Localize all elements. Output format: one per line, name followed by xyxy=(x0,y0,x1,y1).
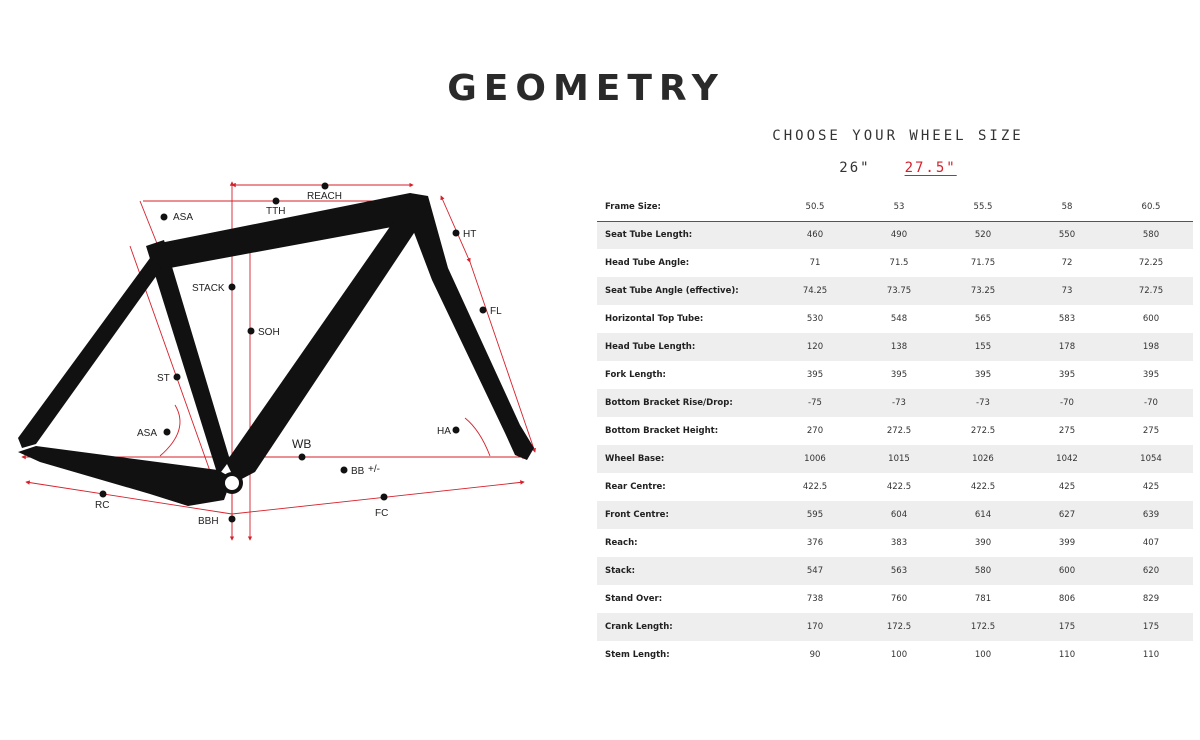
fc-marker xyxy=(381,494,388,501)
table-cell: 395 xyxy=(1058,370,1076,380)
table-row xyxy=(597,445,1193,473)
row-label: Head Tube Angle: xyxy=(605,258,690,268)
page-title: GEOMETRY xyxy=(447,68,725,109)
table-row xyxy=(597,473,1193,501)
table-cell: 175 xyxy=(1142,622,1160,632)
table-row xyxy=(597,361,1193,389)
asa-bottom-marker xyxy=(164,429,171,436)
table-cell: -73 xyxy=(892,398,906,408)
table-cell: 110 xyxy=(1058,650,1076,660)
table-cell: 73 xyxy=(1061,286,1073,296)
table-row xyxy=(597,641,1193,669)
table-cell: 550 xyxy=(1058,230,1076,241)
bottom-bracket-hole xyxy=(225,476,239,490)
reach-label: REACH xyxy=(307,191,343,202)
stack-label: STACK xyxy=(192,283,225,294)
table-cell: 627 xyxy=(1058,510,1076,520)
table-cell: 275 xyxy=(1058,426,1076,436)
row-label: Bottom Bracket Height: xyxy=(605,426,719,436)
table-cell: 178 xyxy=(1058,342,1076,352)
rc-label: RC xyxy=(95,500,110,511)
table-cell: 270 xyxy=(806,426,824,436)
table-row xyxy=(597,585,1193,613)
fc-label: FC xyxy=(375,508,389,519)
table-cell: 425 xyxy=(1142,482,1160,492)
row-label: Stem Length: xyxy=(605,650,670,660)
table-cell: 548 xyxy=(890,314,908,324)
table-cell: 530 xyxy=(806,314,824,324)
soh-label: SOH xyxy=(258,327,280,338)
table-cell: 275 xyxy=(1142,426,1160,436)
asa-top-arc-base xyxy=(140,201,158,246)
row-label: Crank Length: xyxy=(605,622,673,632)
wheel-size-selector xyxy=(600,160,1196,176)
asa-top-marker xyxy=(161,214,168,221)
bb-marker xyxy=(341,467,348,474)
table-row xyxy=(597,613,1193,641)
table-cell: 600 xyxy=(1058,566,1076,576)
stack-marker xyxy=(229,284,236,291)
table-cell: 155 xyxy=(974,342,992,352)
table-cell: 781 xyxy=(974,594,992,604)
ht-marker xyxy=(453,230,460,237)
fl-label: FL xyxy=(490,306,502,317)
table-cell: 172.5 xyxy=(886,622,912,632)
table-cell: 71 xyxy=(809,258,821,268)
table-cell: 390 xyxy=(974,538,992,548)
table-row xyxy=(597,333,1193,361)
table-cell: 71.75 xyxy=(970,258,996,268)
table-cell: 395 xyxy=(1142,370,1160,380)
bbh-label: BBH xyxy=(198,516,219,527)
size-header: 60.5 xyxy=(1109,193,1193,221)
table-cell: 563 xyxy=(890,566,908,576)
size-header: 55.5 xyxy=(941,193,1025,221)
frame-geometry-diagram xyxy=(0,170,560,550)
row-label: Stack: xyxy=(605,566,636,576)
bbh-marker xyxy=(229,516,236,523)
table-cell: 620 xyxy=(1142,566,1160,576)
table-cell: 110 xyxy=(1142,650,1160,660)
table-header-row xyxy=(597,193,1193,221)
table-cell: 460 xyxy=(806,230,824,241)
wheel-size-option-26[interactable]: 26" xyxy=(839,160,871,176)
table-cell: 580 xyxy=(1142,230,1160,241)
table-cell: 760 xyxy=(890,594,908,604)
table-cell: -75 xyxy=(808,398,822,408)
size-header: 50.5 xyxy=(773,193,857,221)
table-cell: 72 xyxy=(1061,258,1073,268)
table-cell: 90 xyxy=(809,650,821,660)
bike-frame xyxy=(18,193,534,506)
tth-marker xyxy=(273,198,280,205)
table-cell: -73 xyxy=(976,398,990,408)
reach-marker xyxy=(322,183,329,190)
table-row xyxy=(597,277,1193,305)
table-row xyxy=(597,529,1193,557)
bb-suffix-label: +/- xyxy=(368,464,380,475)
table-cell: 422.5 xyxy=(970,482,996,492)
table-cell: 547 xyxy=(806,566,824,576)
table-row xyxy=(597,249,1193,277)
table-cell: 71.5 xyxy=(889,258,909,268)
table-row xyxy=(597,305,1193,333)
table-cell: 1042 xyxy=(1056,454,1078,464)
table-cell: 72.75 xyxy=(1138,286,1164,296)
row-label: Front Centre: xyxy=(605,510,669,520)
row-label: Reach: xyxy=(605,538,638,548)
table-cell: 422.5 xyxy=(886,482,912,492)
table-cell: 614 xyxy=(974,510,992,520)
asa-top-label: ASA xyxy=(173,212,194,223)
table-cell: 172.5 xyxy=(970,622,996,632)
table-cell: 1054 xyxy=(1140,454,1162,464)
fl-marker xyxy=(480,307,487,314)
table-cell: 829 xyxy=(1142,594,1160,604)
table-cell: 604 xyxy=(890,510,908,520)
table-cell: 395 xyxy=(890,370,908,380)
table-row xyxy=(597,389,1193,417)
asa-bottom-label: ASA xyxy=(137,428,158,439)
row-label: Bottom Bracket Rise/Drop: xyxy=(605,398,733,408)
row-label: Seat Tube Length: xyxy=(605,230,693,241)
table-cell: 138 xyxy=(890,342,908,352)
table-cell: 600 xyxy=(1142,314,1160,324)
geometry-table xyxy=(597,193,1193,669)
table-cell: 520 xyxy=(974,230,992,241)
table-cell: 1006 xyxy=(804,454,826,464)
wb-label: WB xyxy=(292,437,312,451)
table-cell: 583 xyxy=(1058,314,1076,324)
table-cell: 407 xyxy=(1142,538,1160,548)
table-cell: 580 xyxy=(974,566,992,576)
rc-marker xyxy=(100,491,107,498)
row-label: Wheel Base: xyxy=(605,454,665,464)
row-label: Seat Tube Angle (effective): xyxy=(605,286,739,296)
table-cell: 1015 xyxy=(888,454,910,464)
table-cell: 73.25 xyxy=(970,286,996,296)
row-label: Horizontal Top Tube: xyxy=(605,314,704,324)
soh-marker xyxy=(248,328,255,335)
table-cell: 395 xyxy=(974,370,992,380)
table-cell: 639 xyxy=(1142,510,1160,520)
size-header: 58 xyxy=(1025,193,1109,221)
st-label: ST xyxy=(157,373,170,384)
table-cell: 272.5 xyxy=(970,426,996,436)
table-row xyxy=(597,417,1193,445)
wheel-size-heading: CHOOSE YOUR WHEEL SIZE xyxy=(772,128,1024,144)
table-cell: 425 xyxy=(1058,482,1076,492)
table-cell: 395 xyxy=(806,370,824,380)
table-cell: 1026 xyxy=(972,454,994,464)
ht-label: HT xyxy=(463,229,477,240)
table-cell: -70 xyxy=(1060,398,1074,408)
table-cell: 422.5 xyxy=(802,482,828,492)
table-cell: 120 xyxy=(806,342,824,352)
row-label: Stand Over: xyxy=(605,594,663,604)
table-cell: 272.5 xyxy=(886,426,912,436)
table-cell: 175 xyxy=(1058,622,1076,632)
table-cell: 383 xyxy=(890,538,908,548)
table-cell: 595 xyxy=(806,510,824,520)
table-cell: 73.75 xyxy=(886,286,912,296)
row-label: Fork Length: xyxy=(605,370,666,380)
ha-label: HA xyxy=(437,426,451,437)
table-row xyxy=(597,557,1193,585)
table-cell: 738 xyxy=(806,594,824,604)
size-header: 53 xyxy=(857,193,941,221)
frame-size-header: Frame Size: xyxy=(597,193,773,221)
table-row xyxy=(597,501,1193,529)
table-cell: 399 xyxy=(1058,538,1076,548)
seat-stay xyxy=(18,258,162,448)
table-cell: 100 xyxy=(890,650,908,660)
table-cell: 198 xyxy=(1142,342,1160,352)
table-cell: 72.25 xyxy=(1138,258,1164,268)
wheel-size-option-27-5[interactable]: 27.5" xyxy=(904,160,957,176)
table-row xyxy=(597,221,1193,249)
table-cell: 74.25 xyxy=(802,286,828,296)
row-label: Head Tube Length: xyxy=(605,342,696,352)
seat-tube xyxy=(146,240,230,476)
bb-label: BB xyxy=(351,466,365,477)
geometry-table-body xyxy=(597,221,1193,669)
ha-arc xyxy=(465,418,490,456)
table-cell: 100 xyxy=(974,650,992,660)
table-cell: 806 xyxy=(1058,594,1076,604)
table-cell: -70 xyxy=(1144,398,1158,408)
table-cell: 170 xyxy=(806,622,824,632)
table-cell: 376 xyxy=(806,538,824,548)
ha-marker xyxy=(453,427,460,434)
table-cell: 565 xyxy=(974,314,992,324)
wb-marker xyxy=(299,454,306,461)
table-cell: 490 xyxy=(890,230,908,241)
row-label: Rear Centre: xyxy=(605,482,666,492)
st-marker xyxy=(174,374,181,381)
tth-label: TTH xyxy=(266,206,286,217)
